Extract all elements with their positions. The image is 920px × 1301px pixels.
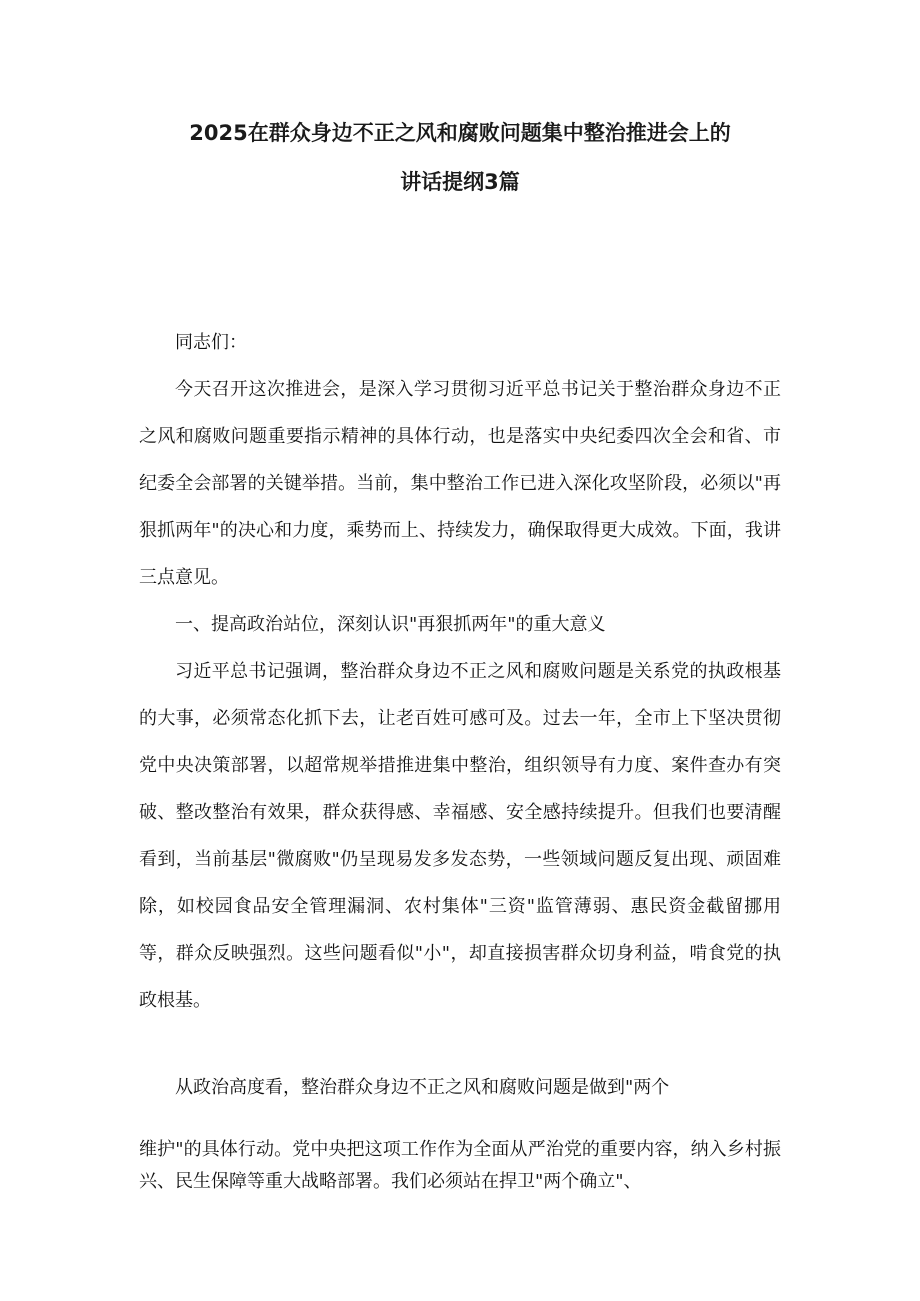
- document-title-line-2: 讲话提纲3篇: [400, 170, 520, 194]
- intro-paragraph: 今天召开这次推进会，是深入学习贯彻习近平总书记关于整治群众身边不正之风和腐败问题重要指示精神的具体行动，也是落实中央纪委四次全会和省、市纪委全会部署的关键举措。当前，集中整治工作已进入深化攻坚阶段，必须以"再狠抓两年"的决心和力度，乘势而上、持续发力，确保取得更大成效。下面，我讲三点意见。: [139, 379, 781, 588]
- section-1-paragraph: 习近平总书记强调，整治群众身边不正之风和腐败问题是关系党的执政根基的大事，必须常态化抓下去，让老百姓可感可及。过去一年，全市上下坚决贯彻党中央决策部署，以超常规举措推进集中整治，组织领导有力度、案件查办有突破、整改整治有效果，群众获得感、幸福感、安全感持续提升。但我们也要清醒看到，当前基层"微腐败"仍呈现易发多发态势，一些领域问题反复出现、顽固难除，如校园食品安全管理漏洞、农村集体"三资"监管薄弱、惠民资金截留挪用等，群众反映强烈。这些问题看似"小"，却直接损害群众切身利益，啃食党的执政根基。: [139, 661, 781, 1011]
- political-height-paragraph-rest: 维护"的具体行动。党中央把这项工作作为全面从严治党的重要内容，纳入乡村振兴、民生保障等重大战略部署。我们必须站在捍卫"两个确立"、: [139, 1139, 781, 1192]
- political-height-paragraph-line-1: 从政治高度看，整治群众身边不正之风和腐败问题是做到"两个: [175, 1077, 670, 1098]
- salutation: 同志们：: [175, 332, 247, 353]
- document-title-line-1: 2025在群众身边不正之风和腐败问题集中整治推进会上的: [189, 121, 731, 145]
- document-body-continued: [139, 1072, 781, 1198]
- document-body: [139, 319, 781, 1024]
- section-heading-1: 一、提高政治站位，深刻认识"再狠抓两年"的重大意义: [175, 614, 606, 635]
